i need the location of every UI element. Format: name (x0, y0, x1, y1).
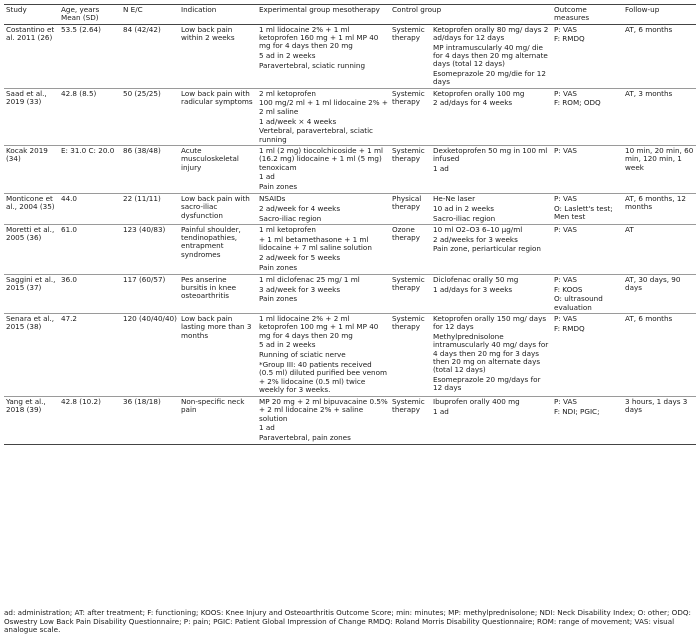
cell-experimental (257, 397, 390, 444)
cell-study: Kocak 2019 (34) (6, 145, 48, 164)
cell-experimental-line: 2 ad/week for 5 weeks (259, 252, 341, 262)
cell-experimental (257, 193, 390, 224)
cell-outcome-line: P: VAS (554, 397, 577, 407)
cell-indication: Low back pain with radicular symptoms (181, 88, 253, 106)
cell-age: 53.5 (2.64) (61, 24, 101, 34)
cell-control (431, 193, 552, 224)
cell-experimental-line: Running of sciatic nerve (259, 350, 346, 360)
cell-control-line: 1 ad/days for 3 weeks (433, 284, 513, 294)
cell-control-line: 2 ad/weeks for 3 weeks (433, 234, 518, 244)
cell-indication: Pes anserine bursitis in knee osteoarthritis (181, 274, 237, 301)
cell-outcome (552, 274, 623, 313)
cell-indication: Painful shoulder, tendinopathies, entrapment syndromes (181, 224, 241, 259)
cell-control-line: 1 ad (433, 164, 449, 174)
cell-control-line: Ketoprofen orally 100 mg (433, 88, 525, 98)
cell-n: 123 (40/83) (123, 224, 166, 234)
cell-study: Moretti et al., 2005 (36) (6, 224, 55, 243)
cell-study: Monticone et al., 2004 (35) (6, 193, 55, 212)
header-control: Control group (392, 5, 442, 14)
cell-outcome (552, 145, 623, 193)
cell-outcome (552, 193, 623, 224)
cell-control-type: Ozone therapy (392, 224, 420, 243)
cell-control-line: Ibuprofen orally 400 mg (433, 397, 520, 407)
table-row (4, 24, 696, 88)
cell-experimental (257, 88, 390, 145)
cell-age: 44.0 (61, 193, 78, 203)
cell-control-line: He-Ne laser (433, 193, 476, 203)
cell-control-line: Esomeprazole 20 mg/die for 12 days (433, 69, 546, 87)
study-table (4, 4, 696, 445)
cell-experimental-line: 2 ml ketoprofen (259, 88, 316, 98)
cell-control-line: Dexketoprofen 50 mg in 100 ml infused (433, 145, 548, 164)
cell-control-line: Diclofenac orally 50 mg (433, 274, 519, 284)
cell-control-type: Systemic therapy (392, 314, 425, 332)
cell-outcome (552, 314, 623, 397)
cell-experimental-line: 1 ml lidocaine 2% + 2 ml ketoprofen 100 mg + 1 ml MP 40 mg for 4 days then 20 mg (259, 314, 379, 340)
table-row (4, 224, 696, 274)
cell-experimental-line: 1 ml lidocaine 2% + 1 ml ketoprofen 160 mg + 1 ml MP 40 mg for 4 days then 20 mg (259, 24, 379, 51)
cell-experimental-line: Paravertebral, sciatic running (259, 60, 366, 70)
cell-control-type: Systemic therapy (392, 24, 425, 42)
cell-indication: Low back pain with sacro-iliac dysfunction (181, 193, 250, 220)
cell-study: Saad et al., 2019 (33) (6, 88, 47, 106)
cell-n: 50 (25/25) (123, 88, 161, 98)
cell-n: 117 (60/57) (123, 274, 166, 284)
cell-outcome-line: F: NDI; PGIC; (554, 406, 600, 416)
cell-control-type: Systemic therapy (392, 88, 425, 106)
cell-control-type: Systemic therapy (392, 397, 425, 415)
study-table-container (4, 4, 696, 445)
header-outcome: Outcome measures (554, 5, 590, 23)
cell-control-line: Esomeprazole 20 mg/days for 12 days (433, 375, 541, 393)
cell-followup: 3 hours, 1 days 3 days (625, 397, 688, 415)
cell-outcome (552, 88, 623, 145)
cell-control-line: Pain zone, periarticular region (433, 244, 541, 254)
cell-control (431, 224, 552, 274)
cell-control-line: Ketoprofen orally 150 mg/ days for 12 days (433, 314, 547, 332)
header-followup: Follow-up (625, 5, 660, 14)
cell-control-line: 10 ml O2–O3 6–10 µg/ml (433, 224, 523, 234)
cell-indication: Acute musculoskeletal injury (181, 145, 239, 172)
cell-control (431, 397, 552, 444)
cell-followup: AT, 6 months, 12 months (625, 193, 686, 212)
cell-outcome-line: F: ROM; ODQ (554, 98, 601, 108)
cell-followup: AT, 6 months (625, 24, 673, 34)
cell-followup: AT (625, 224, 634, 234)
cell-age: 61.0 (61, 224, 78, 234)
cell-outcome-line: P: VAS (554, 145, 577, 155)
cell-experimental-line: 100 mg/2 ml + 1 ml lidocaine 2% + 2 ml saline (259, 98, 388, 116)
header-indication: Indication (181, 5, 217, 14)
cell-outcome-line: P: VAS (554, 88, 577, 98)
cell-outcome-line: F: RMDQ (554, 34, 585, 44)
cell-control-line: 1 ad (433, 406, 449, 416)
cell-control-line: Sacro-iliac region (433, 213, 496, 223)
table-footnote: ad: administration; AT: after treatment; F: functioning; KOOS: Knee Injury and Osteoarthritis Outcome Score; min: minutes; MP: methylprednisolone; NDI: Neck Disability Index; O: other; ODQ: Oswestry Low Back Pain Disability Questionnaire; P: pain; PGIC: Patient Global Impression of Change RMDQ: Roland Morris Disability Questionnaire; ROM: range of movement; VAS: visual analogue scale. (4, 608, 691, 635)
cell-experimental (257, 24, 390, 88)
cell-experimental-line: Pain zones (259, 182, 298, 192)
cell-control-type: Systemic therapy (392, 145, 425, 164)
cell-experimental-line: NSAIDs (259, 193, 286, 203)
cell-control (431, 24, 552, 88)
cell-experimental (257, 274, 390, 313)
cell-n: 120 (40/40/40) (123, 314, 177, 324)
cell-control-line: Methylprednisolone intramuscularly 40 mg/ days for 4 days then 20 mg for 3 days then 20 mg on alternate days (total 12 days) (433, 332, 549, 375)
cell-study: Senara et al., 2015 (38) (6, 314, 55, 332)
cell-outcome-line: P: VAS (554, 224, 577, 234)
cell-control-line: Ketoprofen orally 80 mg/ days 2 ad/days for 12 days (433, 24, 549, 42)
cell-outcome-line: P: VAS (554, 274, 577, 284)
cell-experimental-line: Pain zones (259, 262, 298, 272)
cell-experimental-line: Vertebral, paravertebral, sciatic running (259, 126, 374, 144)
table-header-row (4, 5, 696, 25)
table-row (4, 397, 696, 444)
cell-experimental (257, 224, 390, 274)
cell-experimental-line: Sacro-iliac region (259, 213, 322, 223)
cell-experimental-line: + 1 ml betamethasone + 1 ml lidocaine + 7 ml saline solution (259, 234, 372, 252)
header-experimental: Experimental group mesotherapy (259, 5, 380, 14)
cell-experimental-line: 3 ad/week for 3 weeks (259, 284, 341, 294)
cell-control-line: MP intramuscularly 40 mg/ die for 4 days then 20 mg alternate days (total 12 days) (433, 42, 548, 69)
cell-outcome-line: P: VAS (554, 24, 577, 34)
cell-control (431, 145, 552, 193)
table-row (4, 88, 696, 145)
cell-study: Saggini et al., 2015 (37) (6, 274, 56, 293)
cell-experimental-line: 1 ml (2 mg) tiocolchicoside + 1 ml (16.2 mg) lidocaine + 1 ml (5 mg) tenoxicam (259, 145, 384, 172)
cell-experimental-line: 5 ad in 2 weeks (259, 50, 316, 60)
cell-control-type: Physical therapy (392, 193, 422, 212)
cell-age: 42.8 (10.2) (61, 397, 101, 407)
cell-n: 22 (11/11) (123, 193, 161, 203)
cell-n: 86 (38/48) (123, 145, 161, 155)
cell-experimental-line: 1 ad (259, 172, 275, 182)
cell-outcome-line: O: Laslett's test; Men test (554, 203, 613, 222)
cell-outcome-line: O: ultrasound evaluation (554, 294, 603, 312)
cell-outcome (552, 397, 623, 444)
cell-study: Costantino et al. 2011 (26) (6, 24, 55, 42)
header-age: Age, years Mean (SD) (61, 5, 100, 23)
cell-age: E: 31.0 C: 20.0 (61, 145, 115, 155)
cell-followup: AT, 6 months (625, 314, 673, 324)
cell-control (431, 274, 552, 313)
cell-followup: AT, 30 days, 90 days (625, 274, 681, 293)
cell-experimental-line: 1 ml diclofenac 25 mg/ 1 ml (259, 274, 360, 284)
cell-experimental-line: 2 ad/week for 4 weeks (259, 203, 341, 213)
cell-study: Yang et al., 2018 (39) (6, 397, 46, 415)
cell-experimental-line: 5 ad in 2 weeks (259, 340, 316, 350)
table-row (4, 193, 696, 224)
cell-n: 36 (18/18) (123, 397, 161, 407)
cell-age: 42.8 (8.5) (61, 88, 97, 98)
cell-control (431, 314, 552, 397)
cell-outcome (552, 224, 623, 274)
cell-outcome-line: P: VAS (554, 193, 577, 203)
header-n: N E/C (123, 5, 143, 14)
table-row (4, 274, 696, 313)
cell-age: 47.2 (61, 314, 78, 324)
cell-outcome (552, 24, 623, 88)
cell-control-line: 2 ad/days for 4 weeks (433, 98, 513, 108)
cell-indication: Low back pain lasting more than 3 months (181, 314, 252, 340)
cell-outcome-line: F: RMDQ (554, 323, 585, 333)
cell-followup: 10 min, 20 min, 60 min, 120 min, 1 week (625, 145, 694, 172)
cell-outcome-line: F: KOOS (554, 284, 583, 294)
cell-control-type: Systemic therapy (392, 274, 425, 293)
cell-experimental-line: 1 ml ketoprofen (259, 224, 316, 234)
cell-experimental-line: MP 20 mg + 2 ml bipuvacaine 0.5% + 2 ml lidocaine 2% + saline solution (259, 397, 388, 423)
cell-experimental-line: 1 ad/week × 4 weeks (259, 116, 337, 126)
table-row (4, 145, 696, 193)
cell-n: 84 (42/42) (123, 24, 161, 34)
cell-experimental-line: Paravertebral, pain zones (259, 433, 351, 443)
cell-control-line: 10 ad in 2 weeks (433, 203, 495, 213)
cell-followup: AT, 3 months (625, 88, 673, 98)
cell-outcome-line: P: VAS (554, 314, 577, 324)
cell-control (431, 88, 552, 145)
cell-experimental-line: Pain zones (259, 294, 298, 304)
cell-experimental (257, 145, 390, 193)
cell-experimental-line: *Group III: 40 patients received (0.5 ml) diluted purified bee venom + 2% lidocaine (0.5 ml) twice weekly for 3 weeks. (259, 360, 387, 394)
table-row (4, 314, 696, 397)
cell-age: 36.0 (61, 274, 78, 284)
cell-experimental (257, 314, 390, 397)
header-study: Study (6, 5, 27, 14)
cell-indication: Non-specific neck pain (181, 397, 245, 415)
cell-experimental-line: 1 ad (259, 423, 275, 433)
cell-indication: Low back pain within 2 weeks (181, 24, 235, 42)
